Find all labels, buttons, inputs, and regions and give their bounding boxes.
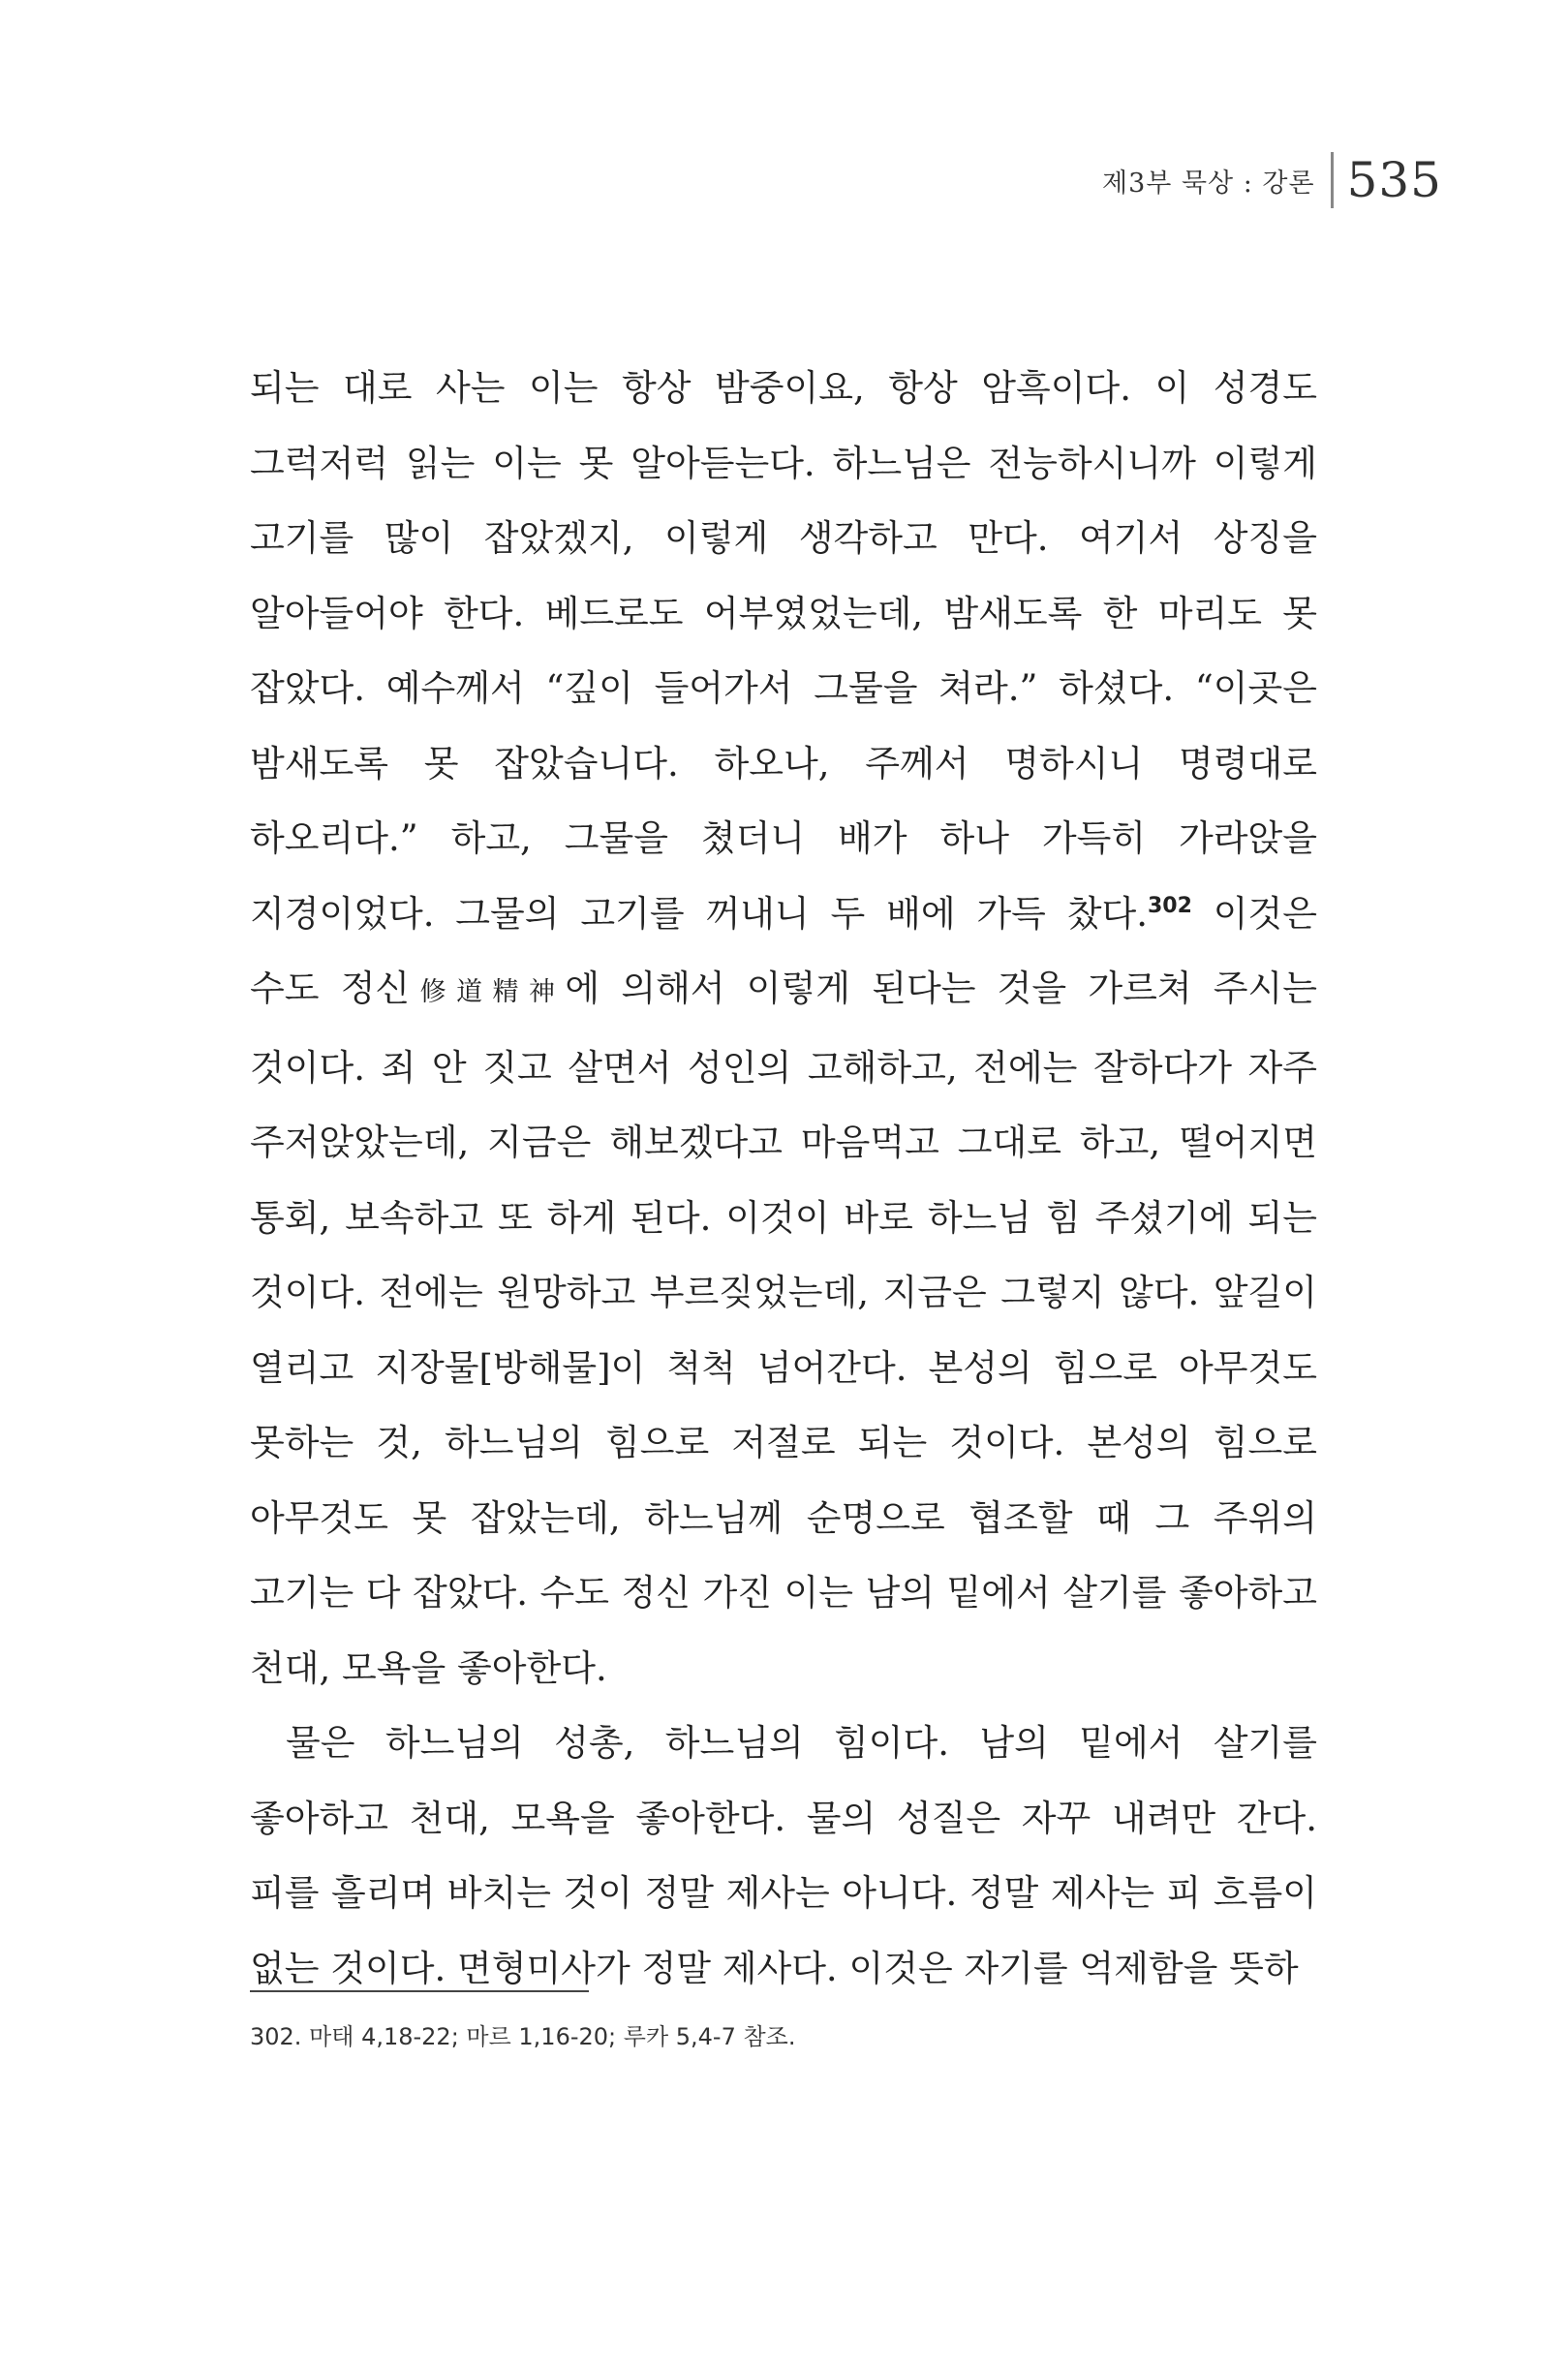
header-divider — [1331, 152, 1334, 208]
footnote-302: 302. 마태 4,18-22; 마르 1,16-20; 루카 5,4-7 참조. — [250, 2023, 796, 2050]
section-title: 제3부 묵상 : 강론 — [1102, 168, 1315, 199]
running-header — [1102, 145, 1442, 215]
paragraph-1-text-b: 이것은 수도 정신 — [250, 892, 1317, 1009]
hanja-gloss: 修道精神 — [410, 977, 566, 1007]
page-number: 535 — [1346, 152, 1442, 208]
paragraph-1 — [250, 351, 1317, 1706]
footnote-reference-302[interactable]: 302 — [1147, 893, 1192, 918]
paragraph-1-text-c: 에 의해서 이렇게 된다는 것을 가르쳐 주시는 것이다. 죄 안 짓고 살면서 성인의 고해하고, 전에는 잘하다가 자주 주저앉았는데, 지금은 해보겠다고 마음먹고 그대로 하고, 떨어지면 통회, 보속하고 또 하게 된다. 이것이 바로 하느님 힘 주셨기에 되는 것이다. 전에는 원망하고 부르짖었는데, 지금은 그렇지 않다. 앞길이 열리고 지장물[방해물]이 척척 넘어간다. 본성의 힘으로 아무것도 못하는 것, 하느님의 힘으로 저절로 되는 것이다. 본성의 힘으로 아무것도 못 잡았는데, 하느님께 순명으로 협조할 때 그 주위의 고기는 다 잡았다. 수도 정신 가진 이는 남의 밑에서 살기를 좋아하고 천대, 모욕을 좋아한다. — [250, 968, 1318, 1689]
body-text — [250, 351, 1317, 2006]
footnote-divider — [250, 1990, 589, 1992]
paragraph-2: 물은 하느님의 성총, 하느님의 힘이다. 남의 밑에서 살기를 좋아하고 천대, 모욕을 좋아한다. 물의 성질은 자꾸 내려만 간다. 피를 흘리며 바치는 것이 정말 제사는 아니다. 정말 제사는 피 흐름이 없는 것이다. 면형미사가 정말 제사다. 이것은 자기를 억제함을 뜻하 — [250, 1722, 1317, 1989]
paragraph-1-text-a: 되는 대로 사는 이는 항상 밤중이요, 항상 암흑이다. 이 성경도 그럭저럭 읽는 이는 못 알아듣는다. 하느님은 전능하시니까 이렇게 고기를 많이 잡았겠지, 이렇게 생각하고 만다. 여기서 상징을 알아들어야 한다. 베드로도 어부였었는데, 밤새도록 한 마리도 못 잡았다. 예수께서 “깊이 들어가서 그물을 쳐라.” 하셨다. “이곳은 밤새도록 못 잡았습니다. 하오나, 주께서 명하시니 명령대로 하오리다.” 하고, 그물을 쳤더니 배가 하나 가득히 가라앉을 지경이었다. 그물의 고기를 꺼내니 두 배에 가득 찼다. — [250, 367, 1317, 935]
